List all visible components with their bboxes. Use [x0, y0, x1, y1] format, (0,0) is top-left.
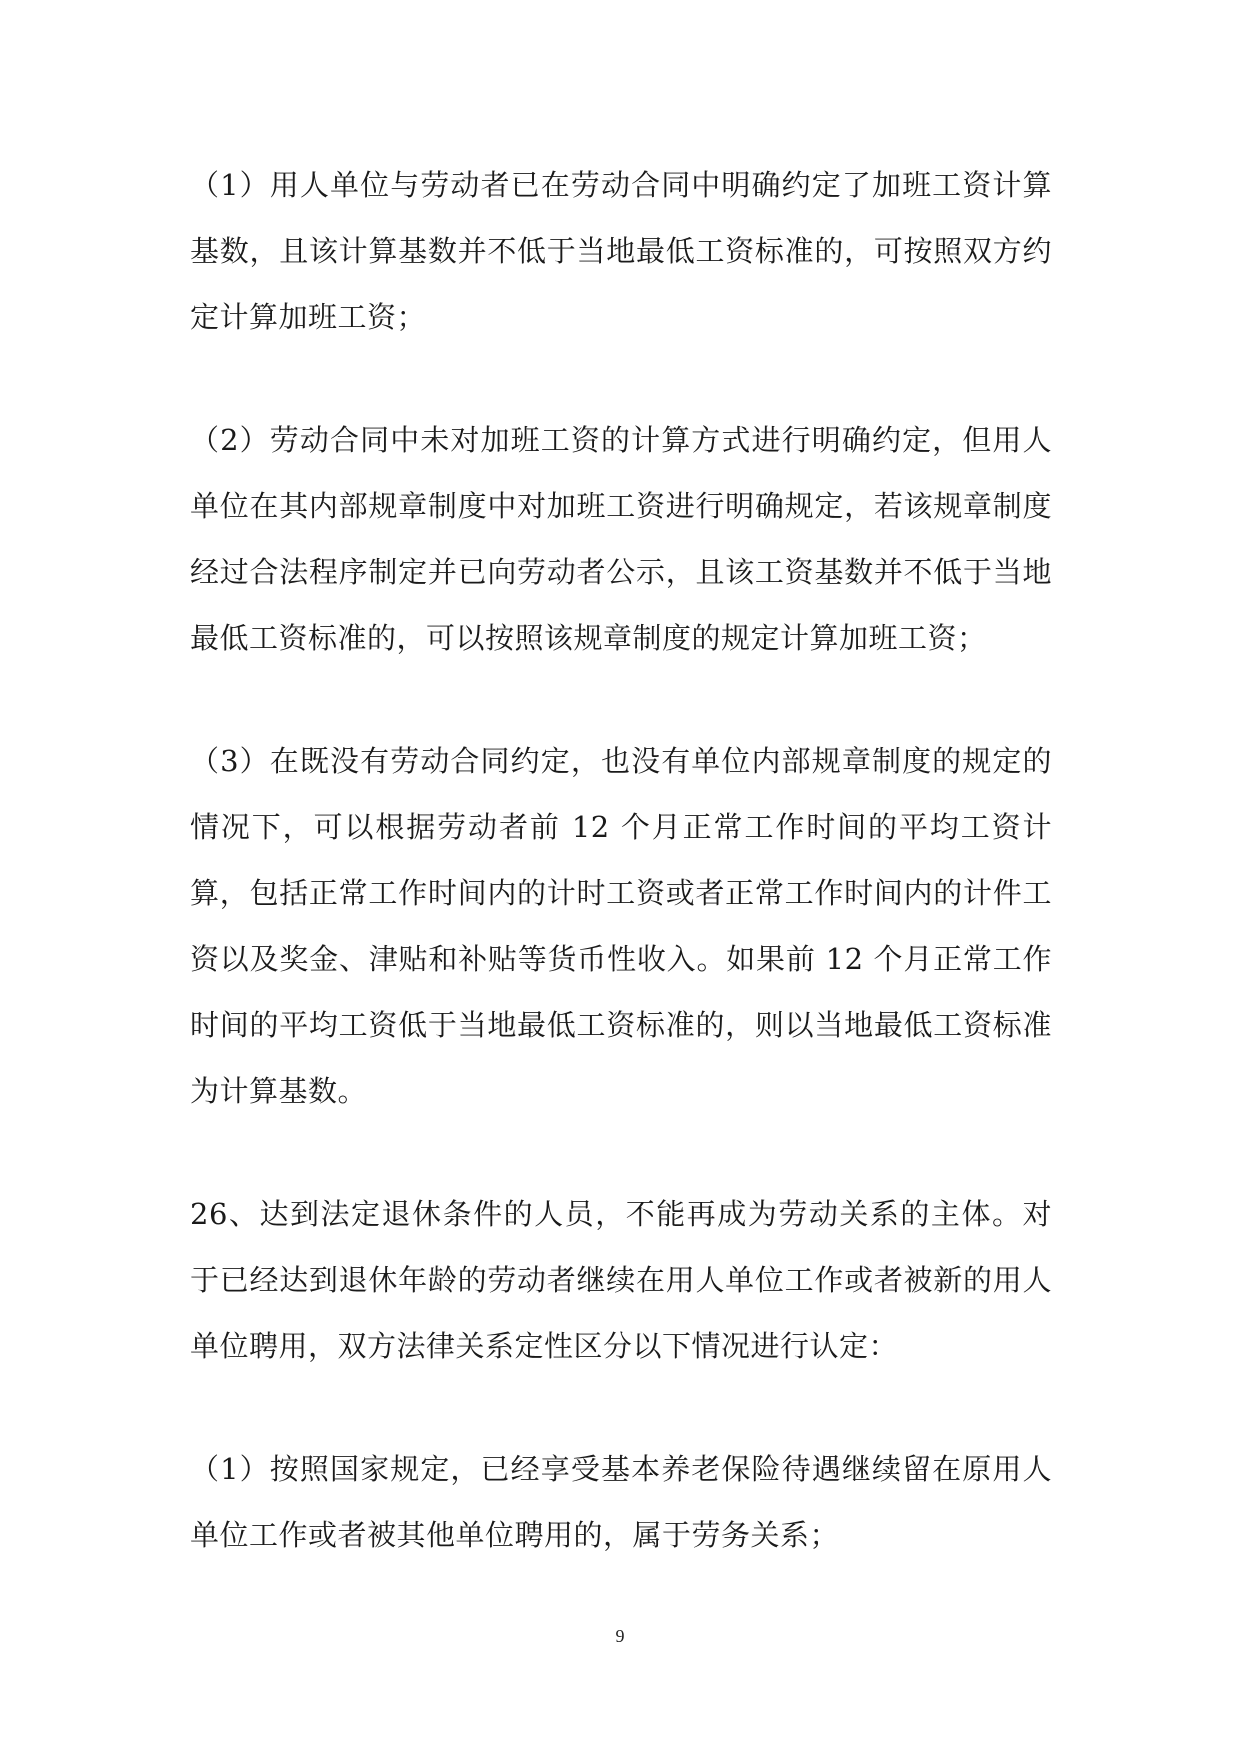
paragraph-overtime-internal-rules: （2）劳动合同中未对加班工资的计算方式进行明确约定，但用人单位在其内部规章制度中对加班工资进行明确规定，若该规章制度经过合法程序制定并已向劳动者公示，且该工资基数并不低于当地最低工资标准的，可以按照该规章制度的规定计算加班工资； [190, 423, 1052, 655]
paragraph-article-26-retirement: 26、达到法定退休条件的人员，不能再成为劳动关系的主体。对于已经达到退休年龄的劳动者继续在用人单位工作或者被新的用人单位聘用，双方法律关系定性区分以下情况进行认定： [190, 1197, 1052, 1363]
page-number: 9 [615, 1626, 625, 1646]
paragraph-overtime-agreed-base: （1）用人单位与劳动者已在劳动合同中明确约定了加班工资计算基数，且该计算基数并不低于当地最低工资标准的，可按照双方约定计算加班工资； [190, 168, 1052, 334]
paragraph-retiree-labor-service: （1）按照国家规定，已经享受基本养老保险待遇继续留在原用人单位工作或者被其他单位聘用的，属于劳务关系； [190, 1452, 1052, 1552]
paragraph-overtime-average-wage: （3）在既没有劳动合同约定，也没有单位内部规章制度的规定的情况下，可以根据劳动者前 12 个月正常工作时间的平均工资计算，包括正常工作时间内的计时工资或者正常工作时间内的计件工资以及奖金、津贴和补贴等货币性收入。如果前 12 个月正常工作时间的平均工资低于当地最低工资标准的，则以当地最低工资标准为计算基数。 [190, 744, 1052, 1108]
document-body [190, 152, 1052, 1625]
